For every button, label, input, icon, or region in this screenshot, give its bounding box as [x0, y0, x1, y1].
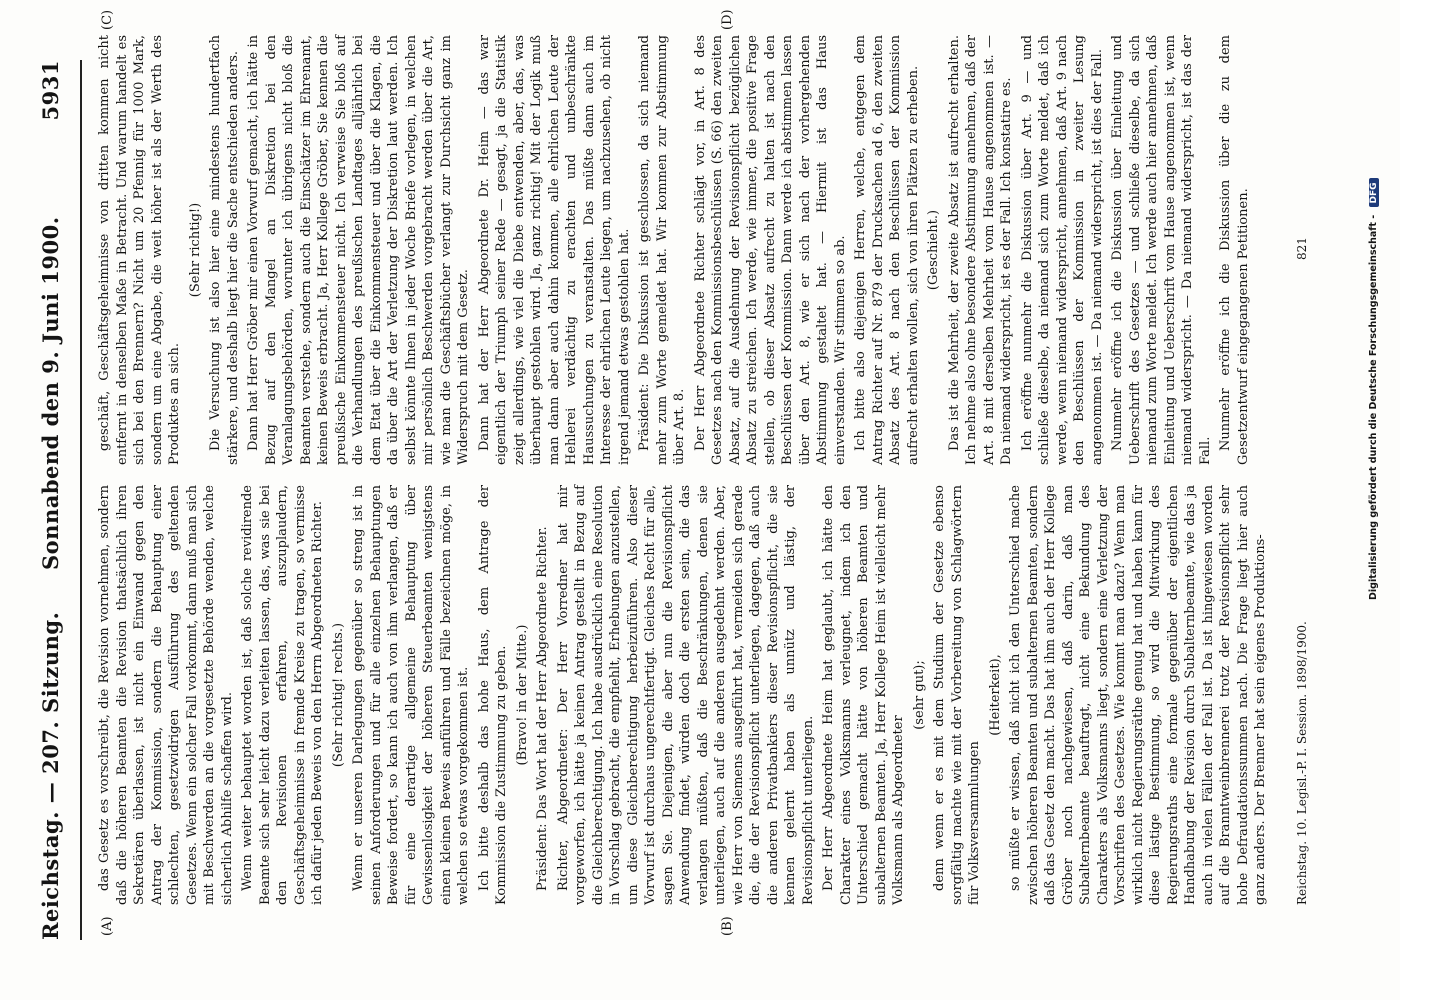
paragraph: denn wenn er es mit dem Studium der Gesetze ebenso sorgfältig machte wie mit der Vorbereitung von Schlagwörtern für Volksversammlungen — [932, 485, 982, 905]
interjection: (Sehr richtig!) — [187, 202, 203, 298]
paragraph: Nunmehr eröffne ich die Diskussion über Einleitung und Ueberschrift des Gesetzes — und schließe dieselbe, da sich niemand zum Worte meldet. Ich werde auch hier annehmen, daß Einleitung und Ueberschrift vom Hause angenommen ist, wenn niemand widerspricht. — Da niemand widerspricht, ist das der Fall. — [1110, 35, 1213, 465]
interjection: (Bravo! in der Mitte.) — [514, 624, 530, 766]
paragraph: Wenn weiter behauptet worden ist, daß solche revidirende Beamte sich sehr leicht dazu verleiten lassen, das, was sie bei den Revisionen erfahren, auszuplaudern, Geschäftsgeheimnisse in fremde Kreise zu tragen, so vermisse ich dafür jeden Beweis von den Herrn Abgeordneten Richter. — [240, 485, 325, 905]
paragraph: Ich bitte also diejenigen Herren, welche, entgegen dem Antrag Richter auf Nr. 879 der Drucksachen ad 6, den zweiten Absatz des Art. 8 nach den Beschlüssen der Kommission aufrecht erhalten wollen, sich von ihren Plätzen zu erheben. — [853, 35, 921, 465]
page-footer: Reichstag. 10. Legisl.-P. I. Session. 1898/1900. — [1295, 621, 1309, 905]
dfg-notice-text: Digitalisierung gefördert durch die Deutsche Forschungsgemeinschaft - — [1368, 214, 1379, 600]
paragraph: geschäft, Geschäftsgeheimnisse von dritten kommen nicht entfernt in denselben Maße in Betracht. Und warum handelt es sich bei den Brennern? Nicht um 20 Pfennig für 1000 Mark, sondern um eine Abgabe, die weit höher ist als der Werth des Produktes an sich. — [97, 35, 182, 465]
dfg-notice — [1368, 178, 1379, 600]
interjection: (Sehr richtig! rechts.) — [330, 622, 346, 768]
interjection: (sehr gut); — [911, 660, 927, 730]
paragraph: Ich bitte deshalb das hohe Haus, dem Antrage der Kommission die Zustimmung zu geben. — [476, 485, 509, 905]
header-date: Sonnabend den 9. Juni 1900. — [38, 216, 63, 570]
paragraph: das Gesetz es vorschreibt, die Revision vornehmen, sondern daß die höheren Beamten die Revision thatsächlich ihren Sekretären überlassen, ist nicht ein Einwand gegen den Antrag der Kommission, sondern die Behauptung einer schlechten, gesetzwidrigen Ausführung des geltenden Gesetzes. Wenn ein solcher Fall vorkommt, dann muß man sich mit Beschwerden an die vorgesetzte Behörde wenden, welche sicherlich Abhilfe schaffen wird. — [97, 485, 235, 905]
margin-marker-a: (A) — [100, 916, 115, 936]
paragraph: Das ist die Mehrheit, der zweite Absatz ist aufrecht erhalten. Ich nehme also ohne besondere Abstimmung annehmen, daß der Art. 8 mit derselben Mehrheit vom Hause angenommen ist. — Da niemand widerspricht, ist es der Fall. Ich konstatire es. — [946, 35, 1014, 465]
left-column — [96, 485, 1273, 905]
speaker-paragraph: Präsident: Die Diskussion ist geschlossen, da sich niemand mehr zum Worte gemeldet hat. Wir kommen zur Abstimmung über Art. 8. — [637, 35, 687, 465]
speaker-paragraph: Präsident: Das Wort hat der Herr Abgeordnete Richter. — [535, 526, 550, 891]
header-left: Reichstag. — 207. Sitzung. — [38, 611, 63, 940]
margin-marker-c: (C) — [100, 9, 115, 30]
header-rule — [80, 60, 82, 940]
interjection: (Heiterkeit), — [987, 654, 1003, 736]
right-column — [96, 35, 1255, 465]
footer-page-number: 821 — [1295, 237, 1309, 260]
page-header — [38, 60, 78, 940]
paragraph: Richter, Abgeordneter: Der Herr Vorredner hat mir vorgeworfen, ich hätte ja keinen Antrag gestellt in Bezug auf die Gleichberechtigung. Ich habe ausdrücklich eine Resolution in Vorschlag gebracht, die empfiehlt, Erhebungen anzustellen, um diese Gleichberechtigung herbeizuführen. Also dieser Vorwurf ist durchaus ungerechtfertigt. Gleiches Recht für alle, sagen Sie. Diejenigen, die aber nun die Revisionspflicht Anwendung findet, würden doch die ersten sein, die das verlangen müßten, daß die Beschränkungen, denen sie unterliegen, auch auf die anderen ausgedehnt werden. Aber, wie Herr von Siemens ausgeführt hat, vermeiden sich gerade die, die der Revisionspflicht unterliegen, dagegen, daß auch die anderen Privatbankiers dieser Revisionspflicht, die sie kennen gelernt haben als unnütz und lästig, der Revisionspflicht unterliegen. — [555, 485, 816, 905]
page-number: 5931 — [38, 60, 63, 121]
margin-marker-d: (D) — [720, 9, 735, 30]
paragraph: Dann hat Herr Gröber mir einen Vorwurf gemacht, ich hätte in Bezug auf den Mangel an Diskretion bei den Veranlagungsbehörden, worunter ich übrigens nicht bloß die Beamten verstehe, sondern auch die Einschätzer im Ehrenamt, keinen Beweis erbracht. Ja, Herr Kollege Gröber, Sie kennen die preußische Einkommensteuer nicht. Ich verweise Sie bloß auf die Verhandlungen des preußischen Landtages alljährlich bei dem Etat über die Einkommensteuer und über die Klagen, die da über die Art der Verletzung der Diskretion laut werden. Ich selbst könnte Ihnen in jeder Woche Briefe vorlegen, in welchen mir persönlich Beschwerden vorgebracht werden über die Art, wie man die Geschäftsbücher verlangt zur Durchsicht ganz im Widerspruch mit dem Gesetz. — [246, 35, 471, 465]
paragraph: Ich eröffne nunmehr die Diskussion über Art. 9 — und schließe dieselbe, da niemand sich zum Worte meldet, daß ich werde, wenn niemand widerspricht, annehmen, daß Art. 9 nach den Beschlüssen der Kommission in zweiter Lesung angenommen ist. — Da niemand widerspricht, ist dies der Fall. — [1019, 35, 1105, 465]
paragraph: Der Herr Abgeordnete Heim hat geglaubt, ich hätte den Charakter eines Volksmanns verleugnet, indem ich den Unterschied gemacht hätte von höheren Beamten und subalternen Beamten. Ja, Herr Kollege Heim ist vielleicht mehr Volksmann als Abgeordneter — [821, 485, 906, 905]
paragraph: Dann hat der Herr Abgeordnete Dr. Heim — das war eigentlich der Triumph seiner Rede — gesagt, ja die Statistik zeigt allerdings, wie viel die Diebe entwenden, aber, das, was überhaupt gestohlen wird. Ja, ganz richtig! Mit der Logik muß man dann aber auch dahin kommen, alle ehrlichen Leute der Hehlerei verdächtig zu erachten und unbeschränkte Haussuchungen zu veranstalten. Das müßte dann auch im Interesse der ehrlichen Leute liegen, um nachzusehen, ob nicht irgend jemand etwas gestohlen hat. — [476, 35, 632, 465]
paragraph: Nunmehr eröffne ich die Diskussion über die zu dem Gesetzentwurf eingegangenen Petitionen. — [1218, 35, 1251, 465]
dfg-logo: DFG — [1369, 178, 1379, 207]
paragraph: Die Versuchung ist also hier eine mindestens hundertfach stärkere, und deshalb liegt hier die Sache entschieden anders. — [208, 35, 241, 465]
paragraph: so müßte er wissen, daß nicht ich den Unterschied mache zwischen höheren Beamten und subalternen Beamten, sondern daß das Gesetz den macht. Das hat ihm auch der Herr Kollege Gröber noch nachgewiesen, daß darin, daß man Subalternbeamte beauftragt, nicht eine Bekundung des Charakters als Volksmanns liegt, sondern eine Verletzung der Vorschriften des Gesetzes. Wie kommt man dazu? Wenn man wirklich nicht Regierungsräthe genug hat und haben kann für diese lästige Bestimmung, so wird die Mitwirkung des Regierungsraths eine formale gegenüber der eigentlichen Handhabung der Revision durch Subalternbeamte, wie das ja auch in vielen Fällen der Fall ist. Da ist hingewiesen worden auf die Branntweinbrennerei trotz der Revisionspflicht sehr hohe Defraudationssummen nach. Die Frage liegt hier auch ganz anders. Der Brenner hat sein eigenes Produktions- — [1008, 485, 1268, 905]
paragraph: Der Herr Abgeordnete Richter schlägt vor, in Art. 8 des Gesetzes nach den Kommissionsbeschlüssen (S. 66) den zweiten Absatz, auf die Ausdehnung der Revisionspflicht bezüglichen Absatz zu streichen. Ich werde, wie immer, die positive Frage stellen, ob dieser Absatz aufrecht zu halten ist nach den Beschlüssen der Kommission. Dann werde ich abstimmen lassen über den Art. 8, wie er sich nach der vorhergehenden Abstimmung gestaltet hat. — Hiermit ist das Haus einverstanden. Wir stimmen so ab. — [692, 35, 848, 465]
interjection: (Geschieht.) — [926, 209, 941, 291]
margin-marker-b: (B) — [720, 916, 735, 936]
paragraph: Wenn er unseren Darlegungen gegenüber so streng ist in seinen Anforderungen und für alle einzelnen Behauptungen Beweise fordert, so kann ich auch von ihm verlangen, daß er für eine derartige allgemeine Behauptung über Gewissenlosigkeit der höheren Steuerbeamten wenigstens einen kleinen Beweis anführen und Fälle bezeichnen möge, in welchen so etwas vorgekommen ist. — [351, 485, 471, 905]
